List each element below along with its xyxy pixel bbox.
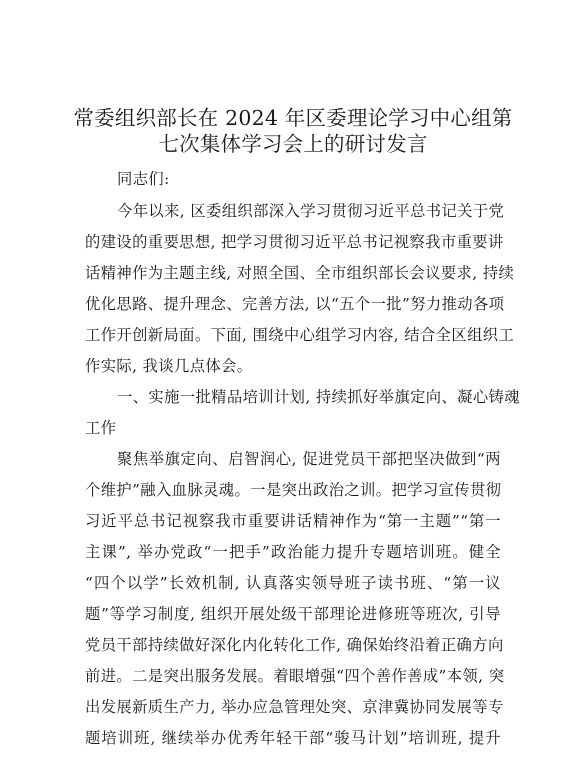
paragraph-1-line: 作实际, 我谈几点体会。 — [85, 357, 253, 375]
paragraph-2-line: 主课”, 举办党政“一把手”政治能力提升专题培训班。健全 — [85, 543, 501, 561]
paragraph-1-line: 今年以来, 区委组织部深入学习贯彻习近平总书记关于党 — [117, 202, 505, 220]
paragraph-1-line: 的建设的重要思想, 把学习贯彻习近平总书记视察我市重要讲 — [85, 233, 504, 251]
paragraph-2-line: 题”等学习制度, 组织开展处级干部理论进修班等班次, 引导 — [85, 605, 501, 623]
paragraph-2-line: 个维护”融入血脉灵魂。一是突出政治之训。把学习宣传贯彻 — [85, 481, 502, 499]
paragraph-1-line: 工作开创新局面。下面, 围绕中心组学习内容, 结合全区组织工 — [85, 326, 515, 344]
paragraph-1-line: 话精神作为主题主线, 对照全国、全市组织部长会议要求, 持续 — [85, 264, 515, 282]
paragraph-2-line: 习近平总书记视察我市重要讲话精神作为“第一主题”“第一 — [85, 512, 501, 530]
paragraph-2-line: “四个以学”长效机制, 认真落实领导班子读书班、“第一议 — [85, 574, 501, 592]
salutation: 同志们: — [117, 170, 170, 188]
paragraph-1-line: 优化思路、提升理念、完善方法, 以“五个一批”努力推动各项 — [85, 295, 505, 313]
section-heading-1: 工作 — [85, 419, 117, 437]
paragraph-2-line: 题培训班, 继续举办优秀年轻干部“骏马计划”培训班, 提升 — [85, 729, 501, 747]
paragraph-2-line: 聚焦举旗定向、启智润心, 促进党员干部把坚决做到“两 — [117, 450, 501, 468]
paragraph-2-line: 前进。二是突出服务发展。着眼增强“四个善作善成”本领, 突 — [85, 667, 505, 685]
section-heading-1: 一、实施一批精品培训计划, 持续抓好举旗定向、凝心铸魂 — [117, 388, 520, 406]
document-title-line-2: 七次集体学习会上的研讨发言 — [158, 132, 428, 156]
document-title-line-1: 常委组织部长在 2024 年区委理论学习中心组第 — [73, 106, 513, 130]
paragraph-2-line: 党员干部持续做好深化内化转化工作, 确保始终沿着正确方向 — [85, 636, 504, 654]
paragraph-2-line: 出发展新质生产力, 举办应急管理处突、京津冀协同发展等专 — [85, 698, 504, 716]
